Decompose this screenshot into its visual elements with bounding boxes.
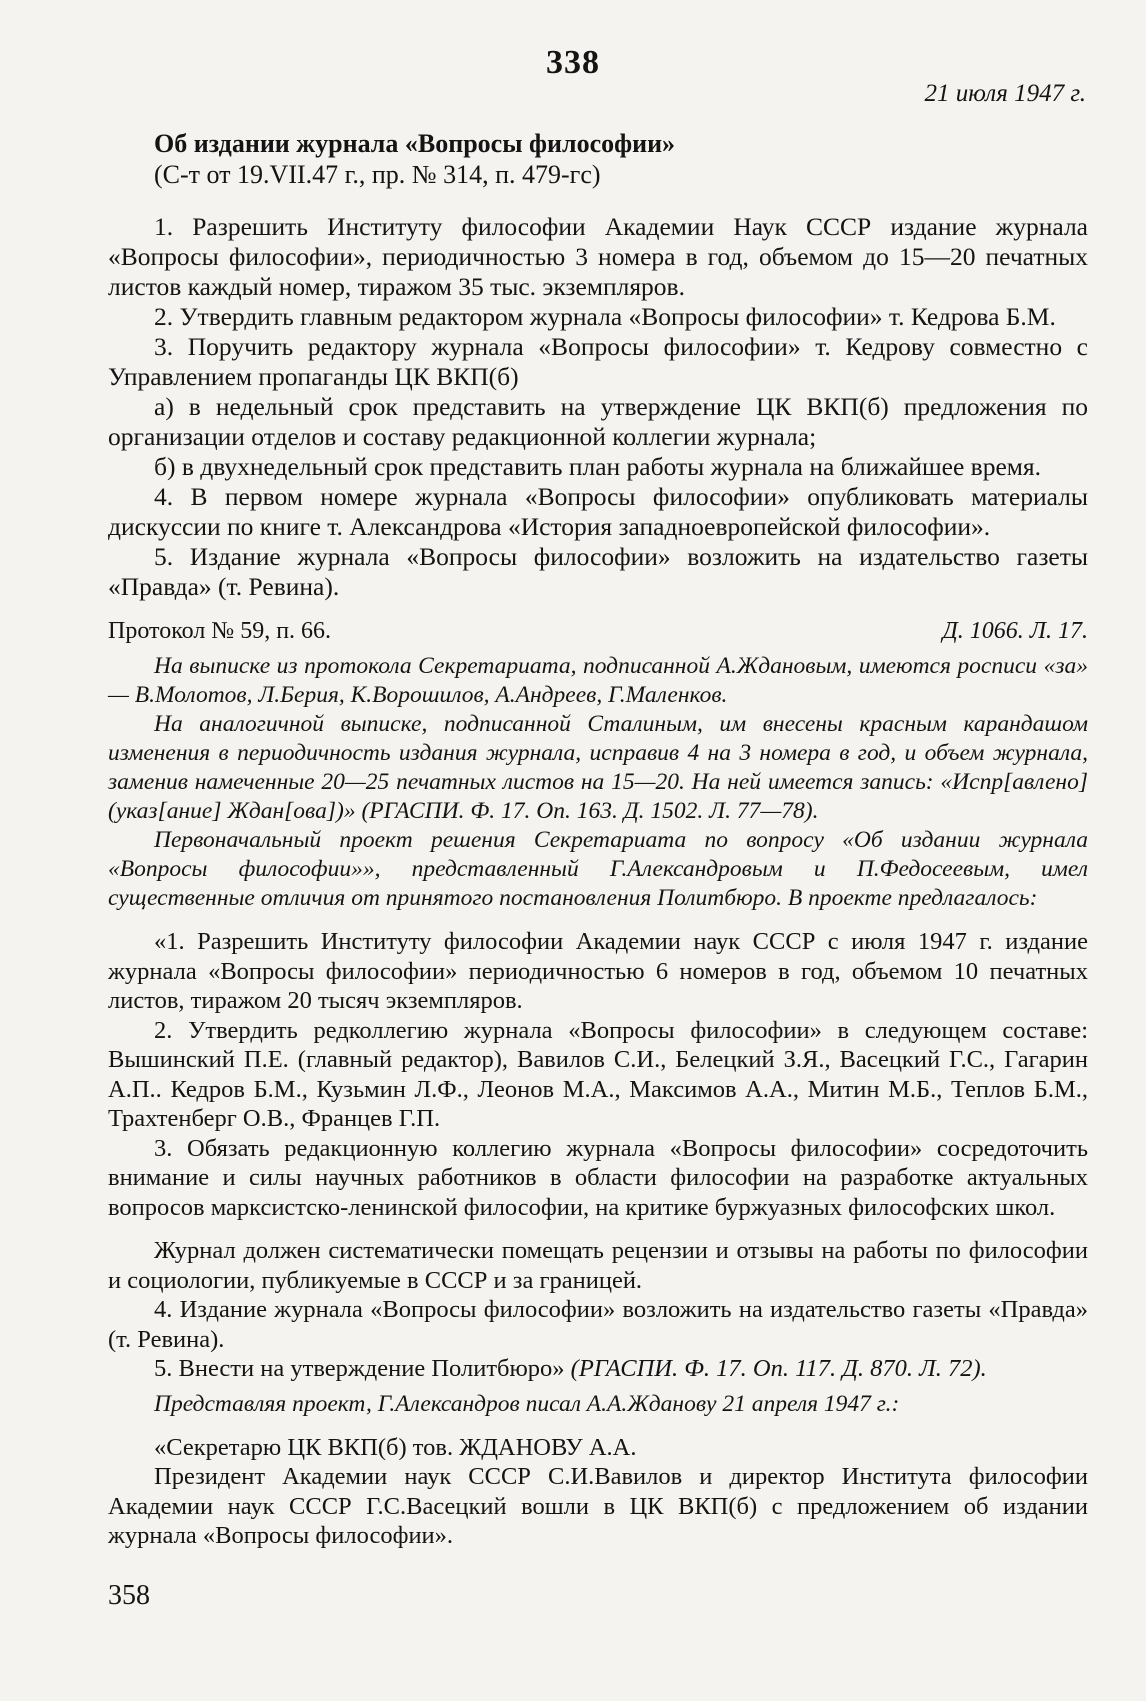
secretariat-reference: (С-т от 19.VII.47 г., пр. № 314, п. 479-гс) (154, 160, 601, 189)
document-title: Об издании журнала «Вопросы философии» (154, 129, 676, 158)
draft-item-5-text: 5. Внести на утверждение Политбюро» (154, 1355, 565, 1382)
page-number: 358 (108, 1580, 150, 1611)
note-original-draft: Первоначальный проект решения Секретариата по вопросу «Об издании журнала «Вопросы философии»», представленный Г.Александровым и П.Федосеевым, имел существенные отличия от принятого постановления Политбюро. В проекте предлагалось: (108, 827, 1088, 911)
draft-item-3: 3. Обязать редакционную коллегию журнала «Вопросы философии» сосредоточить внимание и силы научных работников в области философии на разработке актуальных вопросов марксистско-ленинской философии, на критике буржуазных философских школ. (108, 1134, 1088, 1221)
document-date: 21 июля 1947 г. (924, 80, 1086, 107)
letter-body: Президент Академии наук СССР С.И.Вавилов и директор Института философии Академии наук СССР Г.С.Васецкий вошли в ЦК ВКП(б) с предложением об издании журнала «Вопросы философии». (108, 1463, 1088, 1549)
draft-item-5 (108, 1354, 1088, 1384)
protocol-label: Протокол № 59, п. 66. (108, 618, 332, 644)
note-stalin-edits: На аналогичной выписке, подписанной Сталиным, им внесены красным карандашом изменения в периодичность издания журнала, исправив 4 на 3 номера в год, и объем журнала, заменив намеченные 20—25 печатных листов на 15—20. На ней имеется запись: «Испр[авлено] (указ[ание] Ждан[ова])» (РГАСПИ. Ф. 17. Оп. 163. Д. 1502. Л. 77—78). (108, 711, 1088, 824)
document-body (108, 128, 1088, 1551)
decision-item-5: 5. Издание журнала «Вопросы философии» возложить на издательство газеты «Правда» (т. Ревина). (108, 542, 1088, 601)
protocol-line (108, 616, 1088, 646)
decision-item-4: 4. В первом номере журнала «Вопросы философии» опубликовать материалы дискуссии по книге т. Александрова «История западноевропейской философии». (108, 482, 1088, 541)
decision-item-3b: б) в двухнедельный срок представить план работы журнала на ближайшее время. (154, 452, 1042, 481)
document-number: 338 (546, 44, 600, 81)
draft-item-4: 4. Издание журнала «Вопросы философии» возложить на издательство газеты «Правда» (т. Ревина). (108, 1296, 1088, 1353)
decision-item-3: 3. Поручить редактору журнала «Вопросы философии» т. Кедрову совместно с Управлением пропаганды ЦК ВКП(б) (108, 332, 1088, 391)
intro-note: Представляя проект, Г.Александров писал А.А.Жданову 21 апреля 1947 г.: (154, 1390, 900, 1417)
draft-item-2: 2. Утвердить редколлегию журнала «Вопросы философии» в следующем составе: Вышинский П.Е. (главный редактор), Вавилов С.И., Белецкий З.Я., Васецкий Г.С., Гагарин А.П.. Кедров Б.М., Кузьмин Л.Ф., Леонов М.А., Максимов А.А., Митин М.Б., Теплов Б.М., Трахтенберг О.В., Францев Г.П. (108, 1016, 1088, 1132)
decision-item-3a: а) в недельный срок представить на утверждение ЦК ВКП(б) предложения по организации отделов и составу редакционной коллегии журнала; (108, 392, 1088, 451)
title-block (154, 128, 1088, 190)
draft-item-1: «1. Разрешить Институту философии Академии наук СССР с июля 1947 г. издание журнала «Вопросы философии» периодичностью 6 номеров в год, объемом 10 печатных листов, тиражом 20 тысяч экземпляров. (108, 928, 1088, 1014)
note-signatures: На выписке из протокола Секретариата, подписанной А.Ждановым, имеются росписи «за» — В.Молотов, Л.Берия, К.Ворошилов, А.Андреев, Г.Маленков. (108, 653, 1088, 708)
draft-journal-note: Журнал должен систематически помещать рецензии и отзывы на работы по философии и социологии, публикуемые в СССР и за границей. (108, 1237, 1088, 1294)
archive-reference: Д. 1066. Л. 17. (942, 618, 1088, 644)
decision-item-2: 2. Утвердить главным редактором журнала «Вопросы философии» т. Кедрова Б.М. (154, 302, 1056, 331)
letter-addressee: «Секретарю ЦК ВКП(б) тов. ЖДАНОВУ А.А. (154, 1433, 637, 1461)
draft-item-5-reference: (РГАСПИ. Ф. 17. Оп. 117. Д. 870. Л. 72). (564, 1355, 987, 1382)
decision-item-1: 1. Разрешить Институту философии Академии Наук СССР издание журнала «Вопросы философии», периодичностью 3 номера в год, объемом до 15—20 печатных листов каждый номер, тиражом 35 тыс. экземпляров. (108, 212, 1088, 301)
